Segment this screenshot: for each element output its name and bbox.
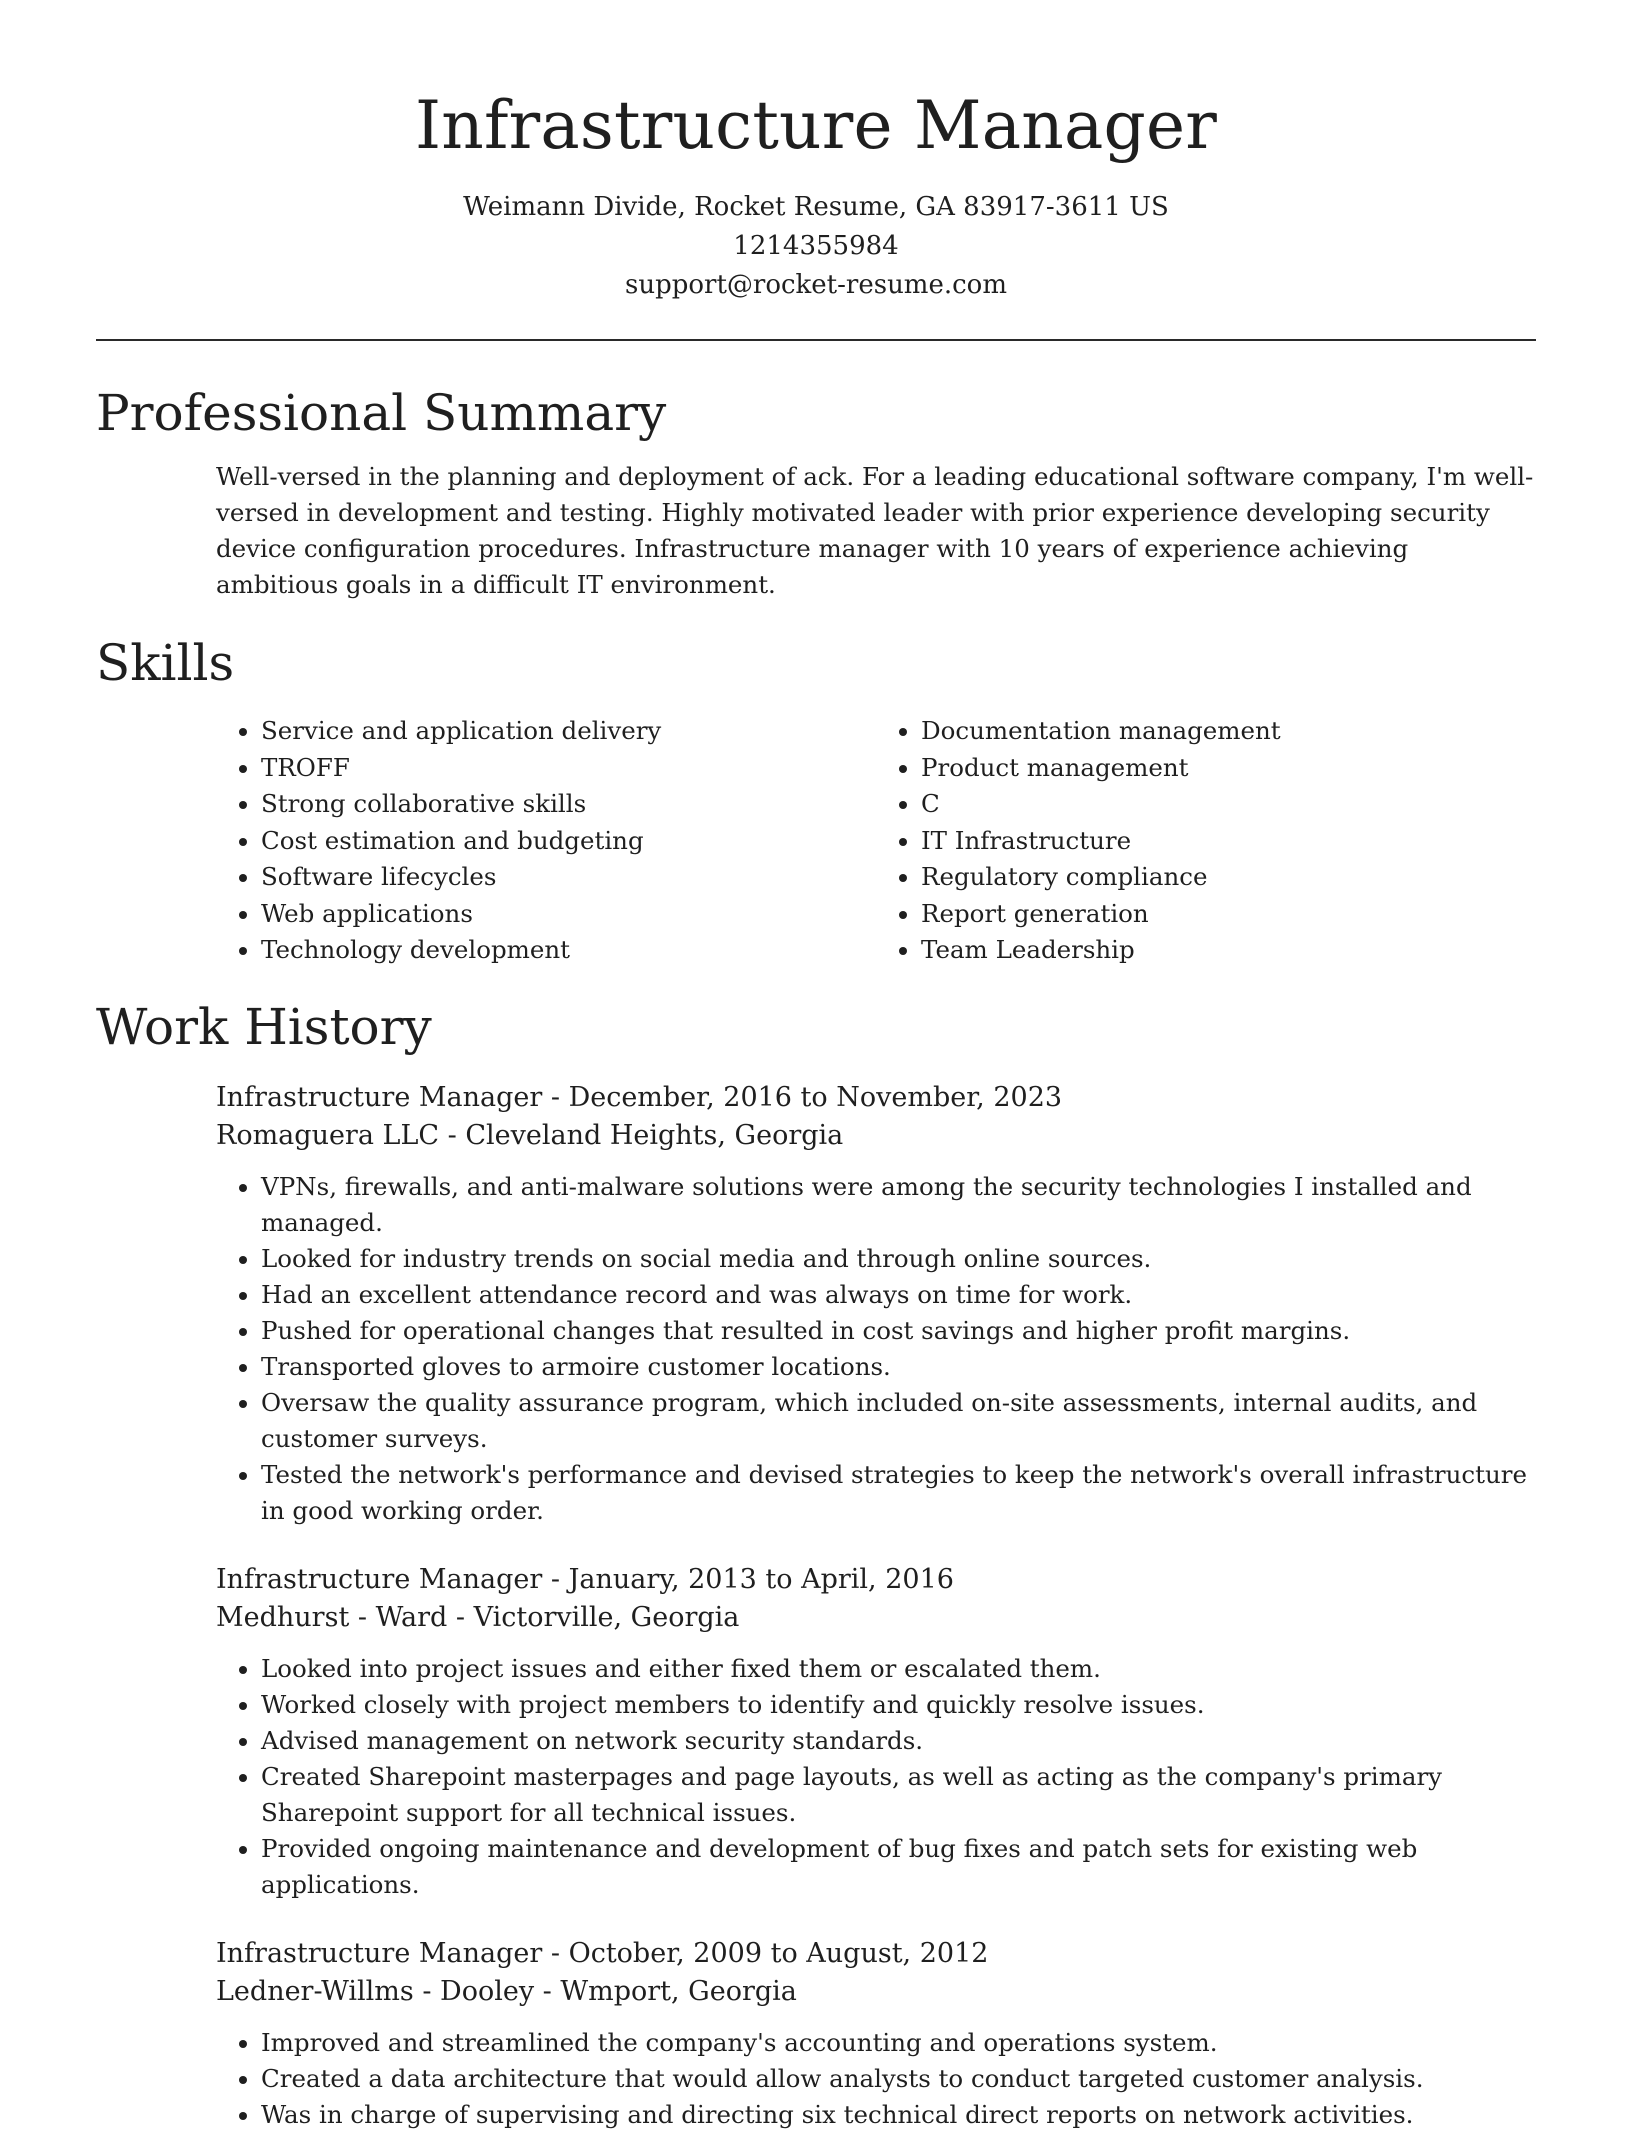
resume-header xyxy=(96,0,1536,305)
skill-item: • Documentation management xyxy=(921,713,1536,750)
skill-item: • Web applications xyxy=(261,896,876,933)
job-bullet: • Looked into project issues and either fixed them or escalated them. xyxy=(261,1651,1536,1687)
job-bullet: • VPNs, firewalls, and anti-malware solutions were among the security technologies I installed and managed. xyxy=(261,1169,1536,1241)
job-title-line: Infrastructure Manager - October, 2009 to August, 2012 xyxy=(216,1937,989,1969)
skill-item: • Product management xyxy=(921,750,1536,787)
job-bullet: • Tested the network's performance and devised strategies to keep the network's overall infrastructure in good working order. xyxy=(261,1457,1536,1529)
skills-list xyxy=(216,713,1536,969)
contact-address: Weimann Divide, Rocket Resume, GA 83917-3611 US xyxy=(463,192,1169,222)
contact-email: support@rocket-resume.com xyxy=(624,270,1007,300)
summary-heading: Professional Summary xyxy=(96,384,667,442)
job-bullet: • Pushed for operational changes that resulted in cost savings and higher profit margins. xyxy=(261,1313,1536,1349)
skill-item: • Regulatory compliance xyxy=(921,859,1536,896)
work-history-heading: Work History xyxy=(96,997,432,1056)
job-bullets xyxy=(216,1169,1536,1529)
job-title-line: Infrastructure Manager - January, 2013 to April, 2016 xyxy=(216,1563,954,1595)
summary-text: Well-versed in the planning and deployment of ack. For a leading educational software company, I'm well-versed in development and testing. Highly motivated leader with prior experience developing security device configuration procedures. Infrastructure manager with 10 years of experience achieving ambitious goals in a difficult IT environment. xyxy=(216,462,1534,599)
skill-item: • Strong collaborative skills xyxy=(261,786,876,823)
candidate-title: Infrastructure Manager xyxy=(415,87,1217,164)
job-bullet: • Transported gloves to armoire customer locations. xyxy=(261,1349,1536,1385)
skill-item: • TROFF xyxy=(261,750,876,787)
skills-column-right xyxy=(876,713,1536,969)
skill-item: • Cost estimation and budgeting xyxy=(261,823,876,860)
contact-phone: 1214355984 xyxy=(733,231,899,261)
job-bullet: • Created Sharepoint masterpages and page layouts, as well as acting as the company's primary Sharepoint support for all technical issues. xyxy=(261,1759,1536,1831)
job-company-line: Medhurst - Ward - Victorville, Georgia xyxy=(216,1601,740,1633)
skill-item: • Team Leadership xyxy=(921,932,1536,969)
job-bullet: • Had an excellent attendance record and was always on time for work. xyxy=(261,1277,1536,1313)
job-bullets xyxy=(216,1651,1536,1903)
job-bullet: • Worked closely with project members to identify and quickly resolve issues. xyxy=(261,1687,1536,1723)
job-bullet: • Looked for industry trends on social media and through online sources. xyxy=(261,1241,1536,1277)
header-divider xyxy=(96,339,1536,341)
skill-item: • Technology development xyxy=(261,932,876,969)
job-bullet: • Was in charge of supervising and directing six technical direct reports on network activities. xyxy=(261,2097,1536,2133)
job-company-line: Romaguera LLC - Cleveland Heights, Georgia xyxy=(216,1119,844,1151)
skill-item: • IT Infrastructure xyxy=(921,823,1536,860)
skill-item: • Software lifecycles xyxy=(261,859,876,896)
job-bullet: • Oversaw the quality assurance program, which included on-site assessments, internal audits, and customer surveys. xyxy=(261,1385,1536,1457)
job-bullets xyxy=(216,2025,1536,2133)
job-bullet: • Advised management on network security standards. xyxy=(261,1723,1536,1759)
job-bullet: • Created a data architecture that would allow analysts to conduct targeted customer analysis. xyxy=(261,2061,1536,2097)
skill-item: • Report generation xyxy=(921,896,1536,933)
resume-page xyxy=(96,0,1536,2133)
skills-heading: Skills xyxy=(96,634,235,692)
skill-item: • Service and application delivery xyxy=(261,713,876,750)
job-bullet: • Provided ongoing maintenance and development of bug fixes and patch sets for existing web applications. xyxy=(261,1831,1536,1903)
job-entry xyxy=(216,1079,1536,1529)
skill-item: • C xyxy=(921,786,1536,823)
contact-block xyxy=(96,188,1536,305)
job-title-line: Infrastructure Manager - December, 2016 to November, 2023 xyxy=(216,1081,1063,1113)
skills-column-left xyxy=(216,713,876,969)
job-company-line: Ledner-Willms - Dooley - Wmport, Georgia xyxy=(216,1975,797,2007)
job-entry xyxy=(216,1561,1536,1903)
job-bullet: • Improved and streamlined the company's accounting and operations system. xyxy=(261,2025,1536,2061)
job-entry xyxy=(216,1935,1536,2133)
